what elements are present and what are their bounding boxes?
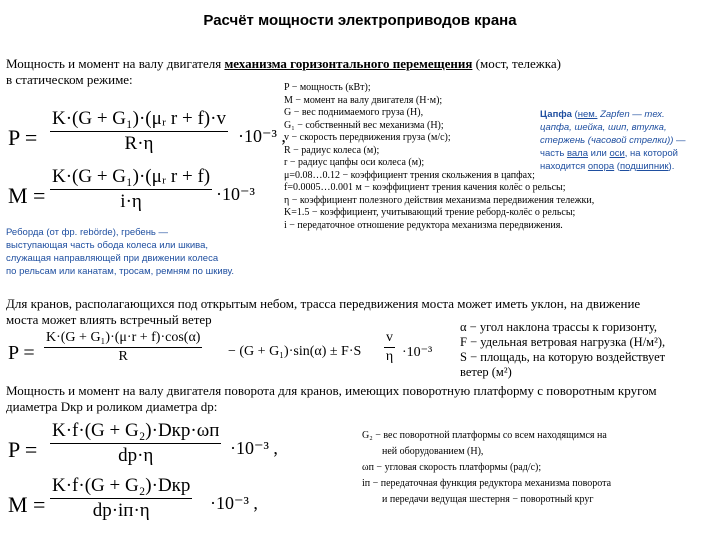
formula-denominator: η	[385, 349, 394, 364]
definition-item: f=0.0005…0.001 м − коэффициент трения качения колёс о рельсы;	[284, 182, 566, 193]
definition-item: α − угол наклона трассы к горизонту,	[460, 320, 657, 334]
definition-item: η − коэффициент полезного действия механизма передвижения тележки,	[284, 194, 595, 206]
formula-lhs: M =	[8, 183, 46, 208]
formula-lhs: M =	[8, 492, 46, 517]
definition-item: K=1.5 − коэффициент, учитывающий трение реборд-колёс о рельсы;	[284, 207, 576, 218]
intro-emphasis: механизма горизонтального перемещения	[224, 56, 473, 71]
formula-numerator: K·(G + G₁)·(μᵣ r + f)·v	[50, 108, 228, 132]
formula-numerator: K·(G + G₁)·(μᵣ r + f)	[50, 166, 212, 190]
rebord-line: служащая направляющей при движении колеса	[6, 253, 219, 264]
formula-denominator: i·η	[120, 191, 142, 212]
definition-item: M − момент на валу двигателя (Н·м);	[284, 94, 443, 106]
intro-prefix: Мощность и момент на валу двигателя	[6, 56, 225, 71]
tsapfa-line: часть вала или оси, на которой	[540, 148, 678, 159]
formula-denominator: dр·iп·η	[92, 500, 150, 521]
formula-numerator: v	[384, 330, 395, 348]
formula-denominator: R	[118, 349, 128, 364]
tsapfa-line: цапфа, шейка, шип, втулка,	[540, 122, 667, 133]
intro-line2: в статическом режиме:	[6, 72, 133, 87]
definition-item: ней оборудованием (Н),	[382, 446, 484, 457]
link-vala[interactable]: вала	[566, 148, 588, 159]
definition-item: P − мощность (кВт);	[284, 82, 371, 93]
formula-fraction	[50, 108, 228, 155]
formula-numerator: K·f·(G + G₂)·Dкр	[50, 475, 192, 499]
tsapfa-note	[540, 108, 686, 173]
definition-item: i − передаточное отношение редуктора механизма передвижения.	[284, 219, 563, 231]
definition-item: iп − передаточная функция редуктора механизма поворота	[362, 478, 612, 489]
rotation-line1: Мощность и момент на валу двигателя поворота для кранов, имеющих поворотную платформу с поворотным кругом	[6, 383, 657, 398]
formula-tail: ·10⁻³ ,	[230, 438, 278, 458]
formula-numerator: K·(G + G₁)·(μ·r + f)·cos(α)	[44, 330, 202, 348]
formula-lhs: P =	[8, 437, 38, 462]
tsapfa-line: Цапфа (нем. Zapfen — тех.	[540, 109, 665, 120]
definition-item: F − удельная ветровая нагрузка (Н/м²),	[460, 335, 666, 349]
formula-tail: ·10⁻³ ,	[210, 493, 258, 513]
definition-item: ветер (м²)	[460, 365, 512, 379]
intro-suffix: (мост, тележка)	[472, 56, 561, 71]
rotation-paragraph	[6, 383, 657, 415]
tsapfa-line: стержень (часовой стрелки)) —	[540, 135, 686, 146]
link-nem[interactable]: нем.	[577, 109, 598, 120]
wind-line2: моста может влиять встречный ветер	[6, 312, 212, 327]
link-opora[interactable]: опора	[587, 161, 615, 172]
definition-item: G₁ − собственный вес механизма (Н);	[284, 119, 444, 131]
rebord-line: выступающая часть обода колеса или шкива,	[6, 240, 209, 251]
formula-fraction	[50, 475, 192, 522]
definition-item: G₂ − вес поворотной платформы со всем находящимся на	[362, 430, 607, 441]
definition-item: и передачи ведущая шестерня − поворотный круг	[382, 494, 594, 505]
rotation-definitions	[362, 428, 611, 508]
formula-numerator: K·f·(G + G₂)·Dкр·ωп	[50, 420, 221, 444]
formula-denominator: R·η	[124, 133, 154, 154]
formula-middle: − (G + G₁)·sin(α) ± F·S	[228, 344, 362, 359]
rebord-line: по рельсам или канатам, тросам, ремням по шкиву.	[6, 266, 234, 277]
formula-lhs: P =	[8, 125, 38, 150]
formula-tail: ·10⁻³	[402, 345, 433, 360]
rebord-note	[6, 226, 234, 278]
definition-item: v − скорость передвижения груза (м/с);	[284, 132, 451, 143]
definition-item: μ=0.08…0.12 − коэффициент трения скольжения в цапфах;	[284, 169, 535, 181]
formula-fraction	[44, 330, 202, 365]
formula-fraction	[50, 166, 212, 213]
rebord-line: Реборда (от фр. rebörde), гребень —	[6, 227, 169, 238]
formula-tail: ·10⁻³	[216, 184, 255, 204]
link-osi[interactable]: оси	[609, 148, 625, 159]
formula-fraction-2	[384, 330, 395, 365]
page-title: Расчёт мощности электроприводов крана	[203, 12, 517, 29]
wind-definitions	[460, 320, 665, 380]
formula-fraction	[50, 420, 221, 467]
definition-item: r − радиус цапфы оси колеса (м);	[284, 157, 425, 168]
definition-item: S − площадь, на которую воздействует	[460, 350, 666, 364]
definition-item: R − радиус колеса (м);	[284, 144, 380, 156]
definition-item: ωп − угловая скорость платформы (рад/с);	[362, 462, 542, 473]
tsapfa-term: Цапфа	[540, 109, 572, 120]
formula-tail: ·10⁻³ ,	[238, 126, 286, 146]
formula-lhs: P =	[8, 342, 35, 364]
link-podshipnik[interactable]: подшипник	[619, 161, 669, 172]
formula-denominator: dр·η	[118, 445, 154, 466]
rotation-line2: диаметра Dкр и роликом диаметра dр:	[6, 399, 218, 414]
wind-line1: Для кранов, располагающихся под открытым небом, трасса передвижения моста может иметь уклон, на движение	[6, 296, 641, 311]
tsapfa-line: находится опора (подшипник).	[540, 161, 675, 172]
definition-item: G − вес поднимаемого груза (Н),	[284, 107, 424, 118]
